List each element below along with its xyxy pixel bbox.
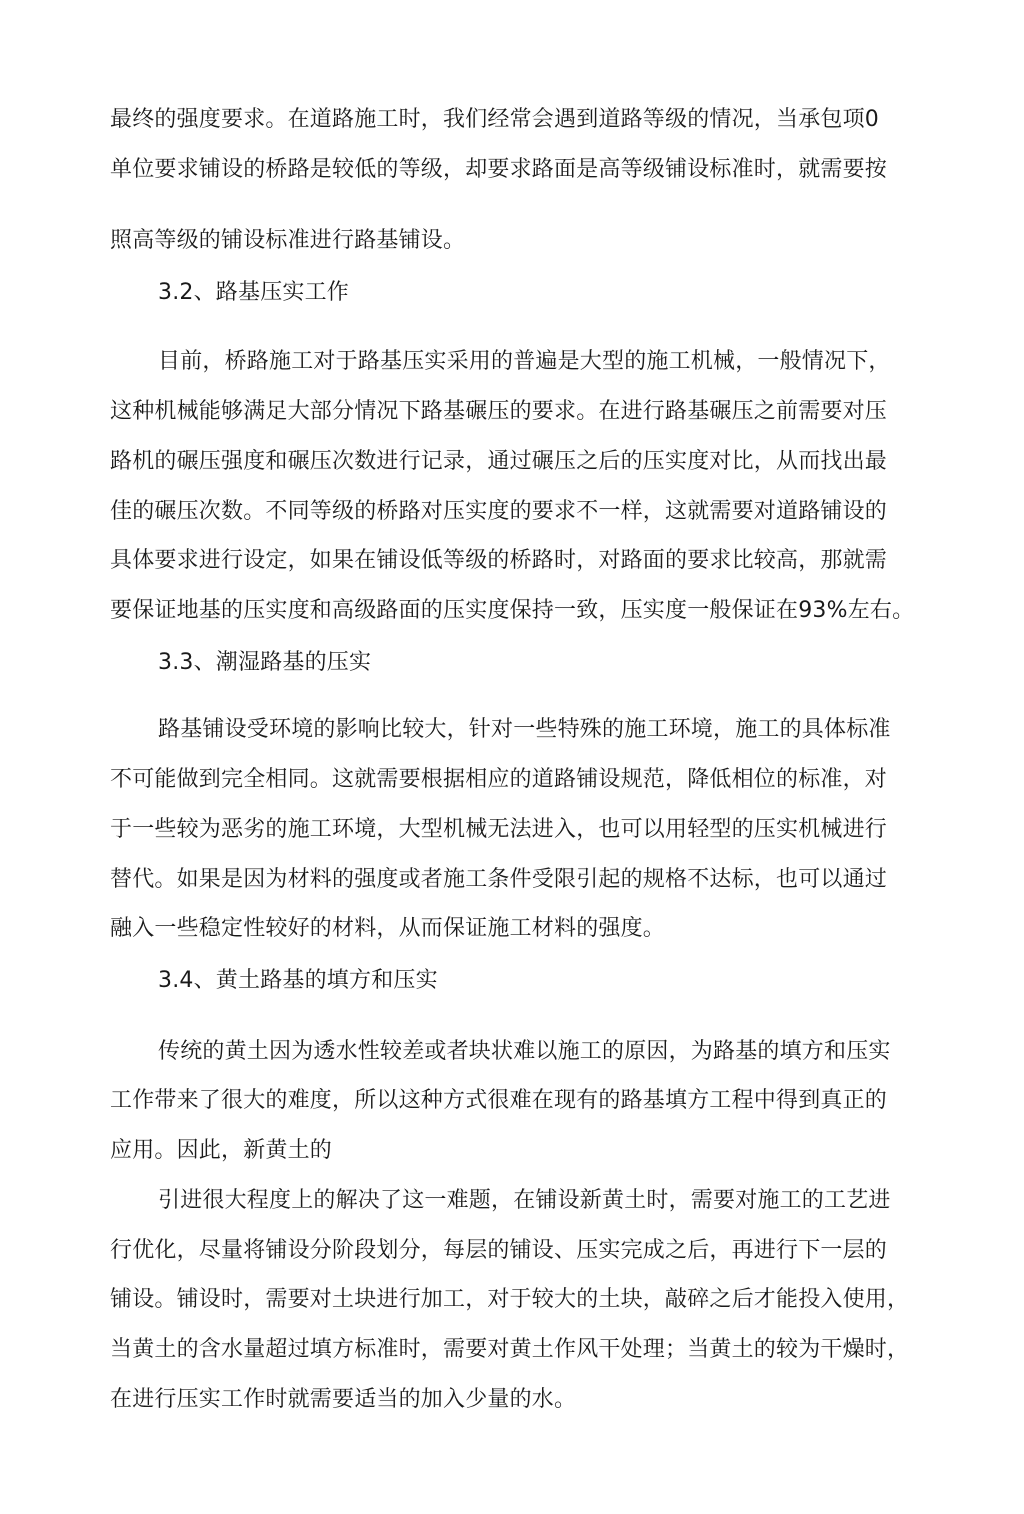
- text-line: 佳的碾压次数。不同等级的桥路对压实度的要求不一样，这就需要对道路铺设的: [110, 499, 888, 524]
- text-line: 最终的强度要求。在道路施工时，我们经常会遇到道路等级的情况，当承包项0: [110, 107, 879, 132]
- text-line: 引进很大程度上的解决了这一难题，在铺设新黄土时，需要对施工的工艺进: [158, 1188, 891, 1213]
- text-line: 传统的黄土因为透水性较差或者块状难以施工的原因，为路基的填方和压实: [158, 1039, 891, 1064]
- text-line: 要保证地基的压实度和高级路面的压实度保持一致，压实度一般保证在93%左右。: [110, 598, 915, 623]
- text-line: 融入一些稳定性较好的材料，从而保证施工材料的强度。: [110, 916, 666, 941]
- text-line: 路基铺设受环境的影响比较大，针对一些特殊的施工环境，施工的具体标准: [158, 717, 891, 742]
- text-line: 照高等级的铺设标准进行路基铺设。: [110, 228, 466, 253]
- text-line: 路机的碾压强度和碾压次数进行记录，通过碾压之后的压实度对比，从而找出最: [110, 449, 888, 474]
- text-line: 不可能做到完全相同。这就需要根据相应的道路铺设规范，降低相位的标准，对: [110, 767, 888, 792]
- section-heading-3-2: 3.2、路基压实工作: [158, 280, 349, 305]
- text-line: 当黄土的含水量超过填方标准时，需要对黄土作风干处理；当黄土的较为干燥时，: [110, 1337, 910, 1362]
- text-line: 铺设。铺设时，需要对土块进行加工，对于较大的土块，敲碎之后才能投入使用，: [110, 1287, 910, 1312]
- text-line: 行优化，尽量将铺设分阶段划分，每层的铺设、压实完成之后，再进行下一层的: [110, 1238, 888, 1263]
- text-line: 工作带来了很大的难度，所以这种方式很难在现有的路基填方工程中得到真正的: [110, 1088, 888, 1113]
- text-line: 于一些较为恶劣的施工环境，大型机械无法进入，也可以用轻型的压实机械进行: [110, 817, 888, 842]
- text-line: 这种机械能够满足大部分情况下路基碾压的要求。在进行路基碾压之前需要对压: [110, 399, 888, 424]
- text-line: 具体要求进行设定，如果在铺设低等级的桥路时，对路面的要求比较高，那就需: [110, 548, 888, 573]
- section-heading-3-4: 3.4、黄土路基的填方和压实: [158, 968, 438, 993]
- text-line: 目前，桥路施工对于路基压实采用的普遍是大型的施工机械，一般情况下，: [158, 349, 891, 374]
- text-line: 替代。如果是因为材料的强度或者施工条件受限引起的规格不达标，也可以通过: [110, 867, 888, 892]
- text-line: 应用。因此，新黄土的: [110, 1138, 333, 1163]
- text-line: 单位要求铺设的桥路是较低的等级，却要求路面是高等级铺设标准时，就需要按: [110, 157, 888, 182]
- section-heading-3-3: 3.3、潮湿路基的压实: [158, 650, 372, 675]
- text-line: 在进行压实工作时就需要适当的加入少量的水。: [110, 1387, 577, 1412]
